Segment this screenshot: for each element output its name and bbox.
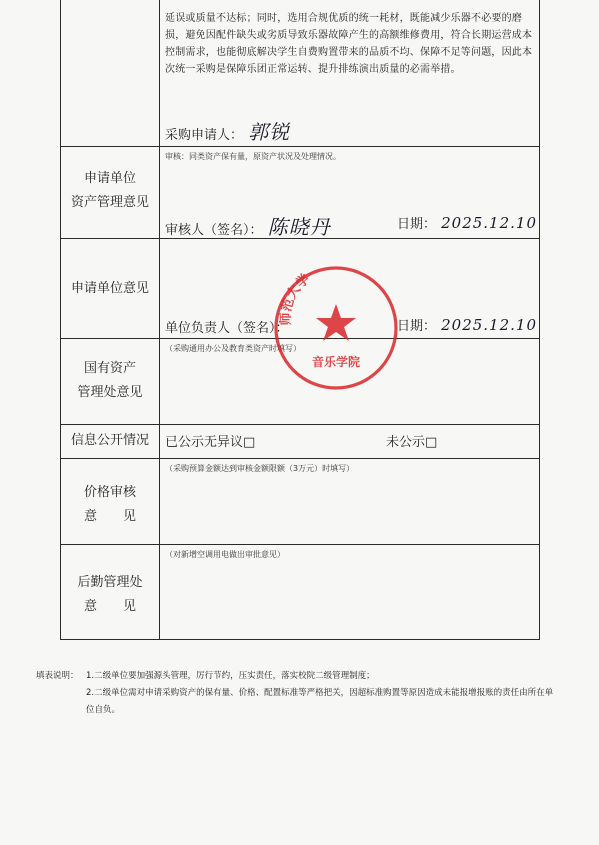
unit-head-label: 单位负责人（签名）： (165, 321, 289, 336)
seal-star-icon (316, 304, 356, 341)
date-value: 2025.12.10 (441, 316, 537, 334)
note-item-2: 2.二级单位需对申请采购资产的保有量、价格、配置标准等严格把关，因超标准购置等原因造成未能报增报账的责任由所在单位自负。 (86, 688, 554, 715)
logistics-note: （对新增空调用电做出审批意见） (165, 550, 285, 559)
reviewer-label: 审核人（签名）： (165, 223, 263, 238)
reviewer-signature: 陈晓丹 (267, 215, 331, 239)
disclosure-row (61, 424, 539, 458)
unit-opinion-label: 申请单位意见 (70, 281, 149, 296)
logistics-label: 后勤管理处 意 见 (77, 575, 143, 614)
applicant-label: 采购申请人： (165, 128, 244, 143)
svg-text:师范大学 (278, 271, 313, 326)
disclosure-option-published[interactable]: 已公示无异议□ (165, 435, 256, 450)
disclosure-option-unpublished[interactable]: 未公示□ (386, 435, 438, 450)
price-review-label: 价格审核 意 见 (83, 485, 136, 524)
logistics-row (61, 544, 539, 640)
asset-review-row (61, 146, 539, 238)
price-review-row (61, 458, 539, 544)
asset-review-note: 审核：同类资产保有量，原资产状况及处理情况。 (165, 152, 341, 161)
applicant-line (165, 116, 533, 145)
price-review-note: （采购预算金额达到审核金额限额（3万元）时填写） (165, 464, 355, 473)
official-seal (270, 262, 402, 394)
note-item-1: 1.二级单位要加强源头管理，厉行节约，压实责任，落实校院二级管理制度； (86, 671, 375, 681)
disclosure-label: 信息公开情况 (70, 433, 149, 448)
asset-review-label: 申请单位 资产管理意见 (70, 171, 149, 210)
unit-opinion-date (397, 315, 537, 334)
state-asset-label: 国有资产 管理处意见 (77, 361, 143, 400)
applicant-signature: 郭锐 (248, 120, 291, 144)
date-value: 2025.12.10 (441, 214, 537, 232)
seal-text: 师范大学 (278, 271, 314, 326)
state-asset-note: （采购通用办公及教育类资产时填写） (165, 344, 301, 353)
purpose-text: 延误或质量不达标；同时，选用合规优质的统一耗材，既能减少乐器不必要的磨损，避免因配件缺失或劣质导致乐器故障产生的高额维修费用，符合长期运营成本控制需求，也能彻底解决学生自费购置带来的品质不均、保障不足等问题，因此本次统一采购是保障乐团正常运转、提升排练演出质量的必需举措。 (165, 13, 533, 75)
purpose-row (61, 0, 539, 146)
date-label: 日期： (397, 217, 437, 232)
date-label: 日期： (397, 319, 437, 334)
svg-text:音乐学院: 音乐学院 (311, 355, 361, 369)
asset-review-date (397, 213, 537, 232)
notes-heading: 填表说明： (36, 671, 79, 681)
